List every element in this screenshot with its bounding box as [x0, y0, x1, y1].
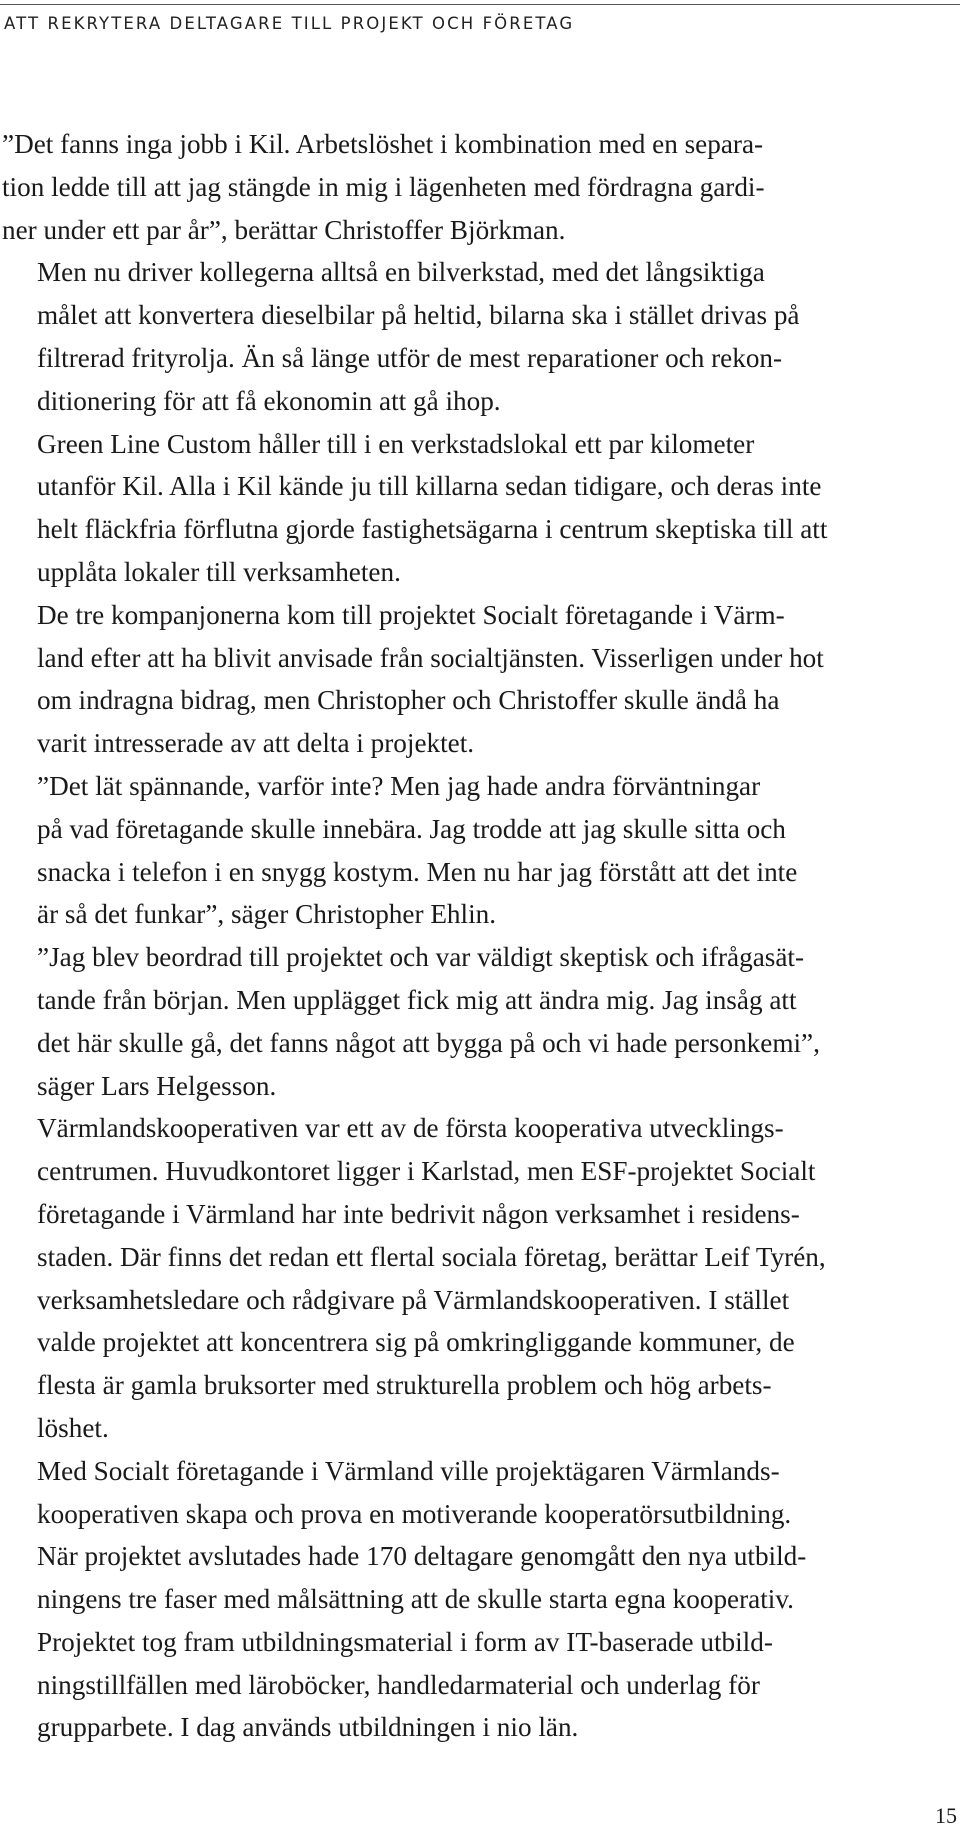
text-line: grupparbete. I dag används utbildningen i nio län.: [37, 1712, 579, 1743]
body-text: [2, 123, 942, 1749]
text-line: Projektet tog fram utbildningsmaterial i form av IT-baserade utbild-: [37, 1626, 773, 1657]
text-line: löshet.: [37, 1412, 109, 1443]
text-line: valde projektet att koncentrera sig på omkringliggande kommuner, de: [37, 1327, 795, 1358]
text-line: är så det funkar”, säger Christopher Ehlin.: [37, 899, 497, 930]
paragraph: [2, 594, 942, 765]
text-line: ditionering för att få ekonomin att gå ihop.: [37, 385, 501, 416]
text-line: om indragna bidrag, men Christopher och Christoffer skulle ändå ha: [37, 685, 780, 716]
text-line: filtrerad frityrolja. Än så länge utför de mest reparationer och rekon-: [37, 342, 783, 373]
text-line: helt fläckfria förflutna gjorde fastighetsägarna i centrum skeptiska till att: [37, 514, 828, 545]
text-line: land efter att ha blivit anvisade från socialtjänsten. Visserligen under hot: [37, 642, 824, 673]
text-line: De tre kompanjonerna kom till projektet Socialt företagande i Värm-: [37, 599, 785, 630]
paragraph: [2, 251, 942, 422]
text-line: kooperativen skapa och prova en motiverande kooperatörsutbildning.: [37, 1498, 792, 1529]
text-line: målet att konvertera dieselbilar på heltid, bilarna ska i stället drivas på: [37, 300, 800, 331]
text-line: utanför Kil. Alla i Kil kände ju till killarna sedan tidigare, och deras inte: [37, 471, 822, 502]
text-line: Värmlandskooperativen var ett av de första kooperativa utvecklings-: [37, 1113, 784, 1144]
text-line: varit intresserade av att delta i projektet.: [37, 728, 475, 759]
text-line: säger Lars Helgesson.: [37, 1070, 277, 1101]
running-header: ATT REKRYTERA DELTAGARE TILL PROJEKT OCH FÖRETAG: [4, 14, 575, 33]
text-line: Green Line Custom håller till i en verkstadslokal ett par kilometer: [37, 428, 755, 459]
paragraph: [2, 765, 942, 936]
text-line: det här skulle gå, det fanns något att bygga på och vi hade personkemi”,: [37, 1027, 820, 1058]
text-line: ningstillfällen med läroböcker, handledarmaterial och underlag för: [37, 1669, 760, 1700]
text-line: När projektet avslutades hade 170 deltagare genomgått den nya utbild-: [37, 1541, 807, 1572]
text-line: ner under ett par år”, berättar Christoffer Björkman.: [2, 214, 566, 245]
paragraph: [2, 1107, 942, 1449]
text-line: ”Det fanns inga jobb i Kil. Arbetslöshet i kombination med en separa-: [2, 129, 764, 159]
header-rule: [0, 4, 960, 5]
text-line: snacka i telefon i en snygg kostym. Men nu har jag förstått att det inte: [37, 856, 798, 887]
text-line: Med Socialt företagande i Värmland ville projektägaren Värmlands-: [37, 1455, 780, 1486]
text-line: ningens tre faser med målsättning att de skulle starta egna kooperativ.: [37, 1584, 794, 1615]
text-line: ”Jag blev beordrad till projektet och var väldigt skeptisk och ifrågasät-: [37, 942, 805, 973]
paragraph: [2, 1450, 942, 1750]
paragraph: [2, 936, 942, 1107]
text-line: flesta är gamla bruksorter med strukturella problem och hög arbets-: [37, 1370, 772, 1401]
paragraph: [2, 123, 942, 251]
text-line: företagande i Värmland har inte bedrivit någon verksamhet i residens-: [37, 1198, 800, 1229]
text-line: upplåta lokaler till verksamheten.: [37, 556, 401, 587]
text-line: tande från början. Men upplägget fick mig att ändra mig. Jag insåg att: [37, 984, 797, 1015]
text-line: centrumen. Huvudkontoret ligger i Karlstad, men ESF-projektet Socialt: [37, 1156, 816, 1187]
text-line: tion ledde till att jag stängde in mig i lägenheten med fördragna gardi-: [2, 171, 765, 202]
text-line: staden. Där finns det redan ett flertal sociala företag, berättar Leif Tyrén,: [37, 1241, 826, 1272]
page-number: 15: [935, 1803, 957, 1828]
paragraph: [2, 423, 942, 594]
text-line: på vad företagande skulle innebära. Jag trodde att jag skulle sitta och: [37, 813, 786, 844]
text-line: Men nu driver kollegerna alltså en bilverkstad, med det långsiktiga: [37, 257, 765, 288]
text-line: ”Det lät spännande, varför inte? Men jag hade andra förväntningar: [37, 770, 761, 801]
text-line: verksamhetsledare och rådgivare på Värmlandskooperativen. I stället: [37, 1284, 790, 1315]
